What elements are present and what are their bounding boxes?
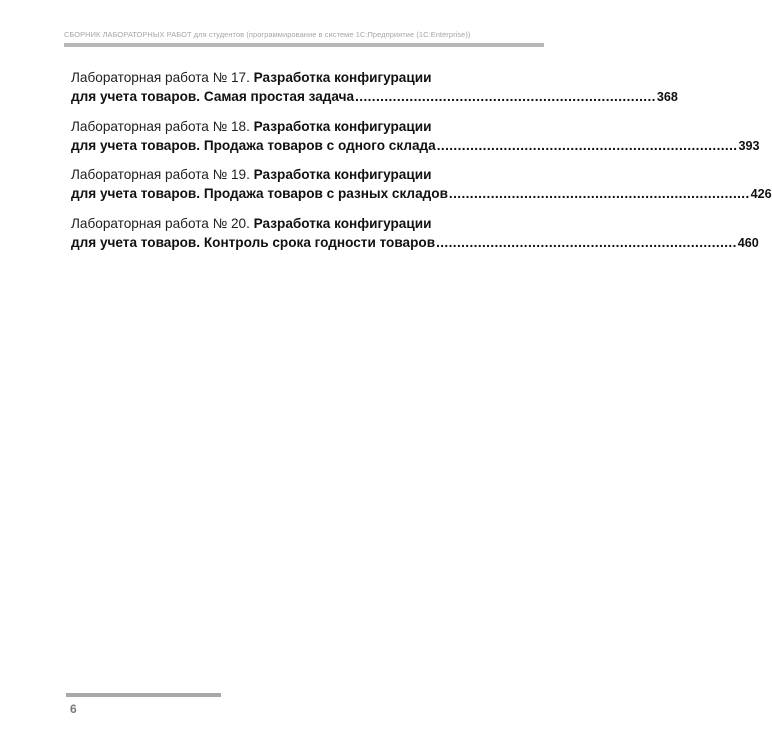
toc-entry-title: Разработка конфигурации bbox=[253, 215, 432, 231]
page-number: 6 bbox=[70, 702, 77, 716]
toc-entry-title: Разработка конфигурации bbox=[253, 167, 432, 182]
toc-page-number: 460 bbox=[737, 235, 759, 250]
toc-entry-line2 bbox=[71, 87, 678, 107]
toc-entry-line1 bbox=[71, 117, 549, 136]
toc-dot-leader: ........................................................................ bbox=[355, 89, 656, 104]
toc-entry-line2 bbox=[71, 184, 772, 204]
toc-page-number: 393 bbox=[738, 138, 760, 153]
toc-entry-title-continued: для учета товаров. Контроль срока годности товаров bbox=[71, 234, 436, 250]
toc-entry-line1 bbox=[71, 214, 549, 233]
toc-entry-prefix: Лабораторная работа № 19. bbox=[71, 167, 250, 182]
toc-entry-prefix: Лабораторная работа № 18. bbox=[71, 118, 250, 134]
toc-entry-title-continued: для учета товаров. Продажа товаров с разных складов bbox=[71, 186, 448, 201]
toc-entry-line1 bbox=[71, 68, 549, 87]
footer-rule bbox=[66, 693, 221, 697]
toc-page-number: 368 bbox=[656, 90, 678, 104]
toc-entry-title-continued: для учета товаров. Самая простая задача bbox=[71, 89, 355, 104]
toc-entry bbox=[71, 214, 759, 253]
toc-entry bbox=[71, 68, 678, 107]
toc-dot-leader: ........................................................................ bbox=[436, 137, 738, 153]
toc-entry-line2 bbox=[71, 136, 760, 156]
toc-entry-title: Разработка конфигурации bbox=[253, 70, 432, 85]
toc-entry-prefix: Лабораторная работа № 17. bbox=[71, 70, 250, 85]
toc-page-number: 426 bbox=[750, 187, 772, 201]
toc-dot-leader: ........................................................................ bbox=[436, 234, 737, 250]
toc-entry-title-continued: для учета товаров. Продажа товаров с одного склада bbox=[71, 137, 436, 153]
toc-entry-line2 bbox=[71, 233, 759, 253]
header-rule bbox=[64, 43, 544, 47]
toc-dot-leader: ........................................................................ bbox=[448, 186, 750, 201]
toc-entry-prefix: Лабораторная работа № 20. bbox=[71, 215, 250, 231]
toc-entry bbox=[71, 117, 760, 156]
toc-entry bbox=[71, 165, 772, 204]
running-header: СБОРНИК ЛАБОРАТОРНЫХ РАБОТ для студентов (программирование в системе 1С:Предприятие (1С:Enterprise)) bbox=[64, 30, 471, 39]
toc-entry-line1 bbox=[71, 165, 549, 184]
table-of-contents bbox=[71, 68, 772, 262]
toc-entry-title: Разработка конфигурации bbox=[253, 118, 432, 134]
